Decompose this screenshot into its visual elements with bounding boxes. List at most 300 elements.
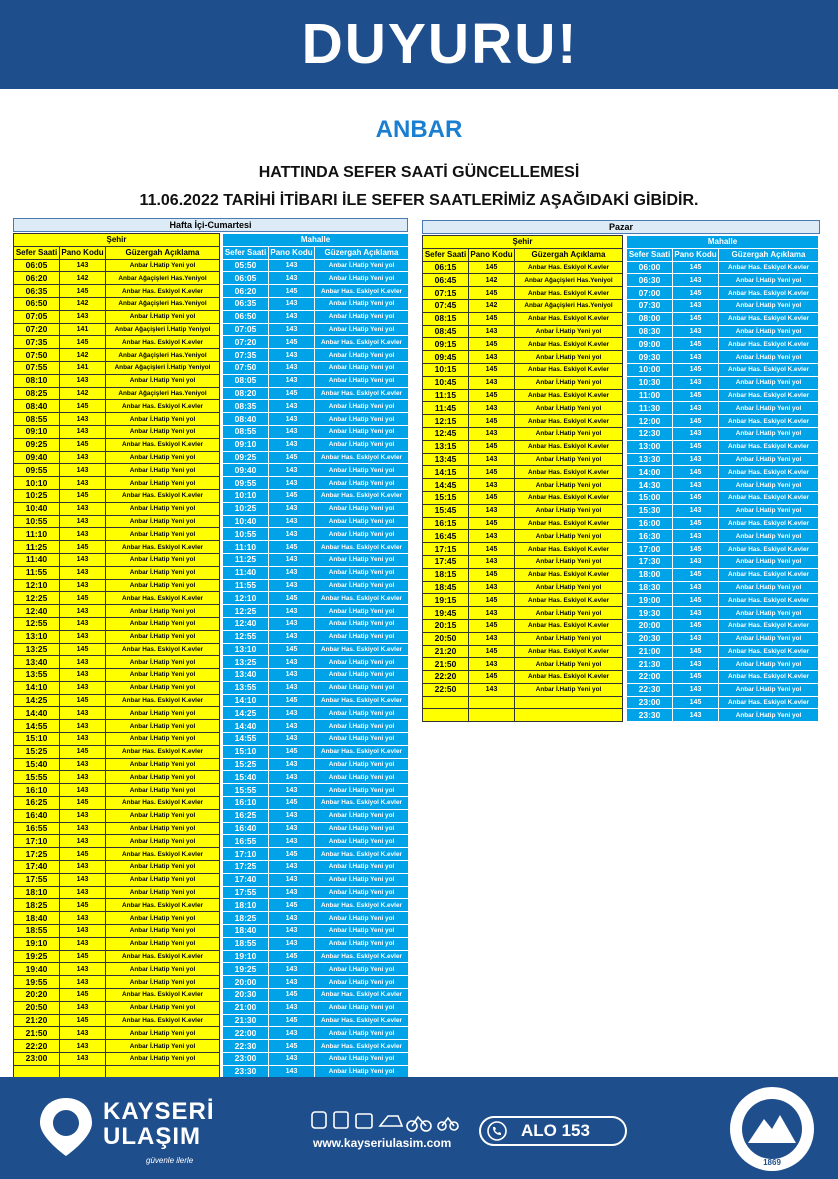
route-code: 143 [269, 502, 315, 515]
table-row [223, 464, 409, 477]
sunday-title: Pazar [422, 220, 820, 234]
route-code: 143 [673, 581, 719, 594]
route-description: Anbar Has. Eskiyol K.evler [719, 287, 819, 300]
table-row [223, 528, 409, 541]
route-description: Anbar İ.Hatip Yeni yol [106, 566, 220, 579]
departure-time: 12:40 [14, 605, 60, 618]
departure-time: 07:30 [627, 299, 673, 312]
table-row [223, 425, 409, 438]
departure-time: 11:15 [423, 389, 469, 402]
route-description: Anbar İ.Hatip Yeni yol [106, 451, 220, 464]
route-description: Anbar İ.Hatip Yeni yol [719, 325, 819, 338]
route-description: Anbar İ.Hatip Yeni yol [315, 976, 409, 989]
route-code: 145 [673, 543, 719, 556]
route-code: 143 [269, 656, 315, 669]
departure-time: 18:55 [14, 925, 60, 938]
table-row [627, 671, 819, 684]
table-row [627, 555, 819, 568]
departure-time: 16:40 [223, 822, 269, 835]
route-code: 143 [60, 861, 106, 874]
departure-time: 18:40 [223, 925, 269, 938]
route-code: 143 [269, 1027, 315, 1040]
table-row [14, 758, 220, 771]
table-row [223, 489, 409, 502]
route-code: 143 [469, 504, 515, 517]
table-row [14, 1027, 220, 1040]
route-code: 143 [469, 351, 515, 364]
route-code: 145 [269, 451, 315, 464]
route-code: 143 [60, 925, 106, 938]
route-description: Anbar Has. Eskiyol K.evler [106, 336, 220, 349]
table-row [627, 376, 819, 389]
table-row [14, 745, 220, 758]
route-description: Anbar İ.Hatip Yeni yol [106, 835, 220, 848]
table-row [223, 937, 409, 950]
departure-time: 12:55 [14, 617, 60, 630]
departure-time: 06:20 [223, 285, 269, 298]
departure-time: 09:00 [627, 338, 673, 351]
table-row [223, 1001, 409, 1014]
table-row [14, 1040, 220, 1053]
route-description: Anbar Has. Eskiyol K.evler [719, 645, 819, 658]
route-code: 143 [269, 1065, 315, 1078]
table-row [627, 594, 819, 607]
route-code: 145 [673, 261, 719, 274]
departure-time: 09:25 [223, 451, 269, 464]
table-row [423, 517, 623, 530]
departure-time: 10:30 [627, 376, 673, 389]
table-row [223, 617, 409, 630]
route-description: Anbar Has. Eskiyol K.evler [315, 950, 409, 963]
table-row [423, 363, 623, 376]
route-code: 145 [673, 671, 719, 684]
route-description: Anbar Has. Eskiyol K.evler [719, 517, 819, 530]
route-description: Anbar Has. Eskiyol K.evler [106, 400, 220, 413]
departure-time: 06:35 [14, 285, 60, 298]
table-row [223, 925, 409, 938]
table-row [223, 873, 409, 886]
table-row [14, 963, 220, 976]
route-description: Anbar Has. Eskiyol K.evler [106, 989, 220, 1002]
departure-time: 20:00 [223, 976, 269, 989]
table-row [627, 287, 819, 300]
route-description: Anbar İ.Hatip Yeni yol [515, 479, 623, 492]
table-row [223, 297, 409, 310]
table-row [14, 656, 220, 669]
departure-time: 07:20 [14, 323, 60, 336]
route-code: 145 [673, 491, 719, 504]
table-row [223, 438, 409, 451]
route-description: Anbar İ.Hatip Yeni yol [315, 937, 409, 950]
departure-time: 06:15 [423, 261, 469, 274]
route-description: Anbar Has. Eskiyol K.evler [315, 387, 409, 400]
route-description: Anbar Has. Eskiyol K.evler [719, 440, 819, 453]
route-code: 143 [269, 771, 315, 784]
table-row [14, 707, 220, 720]
route-code: 143 [60, 707, 106, 720]
route-code: 143 [673, 607, 719, 620]
route-description: Anbar İ.Hatip Yeni yol [106, 374, 220, 387]
route-code: 145 [469, 389, 515, 402]
departure-time: 19:25 [223, 963, 269, 976]
departure-time: 16:15 [423, 517, 469, 530]
route-description: Anbar İ.Hatip Yeni yol [719, 658, 819, 671]
brand-slogan: güvenle ilerle [146, 1156, 194, 1165]
route-description: Anbar İ.Hatip Yeni yol [315, 707, 409, 720]
column-header: Güzergah Açıklama [515, 248, 623, 261]
route-description: Anbar İ.Hatip Yeni yol [719, 530, 819, 543]
route-description: Anbar Has. Eskiyol K.evler [515, 568, 623, 581]
route-description: Anbar İ.Hatip Yeni yol [315, 438, 409, 451]
route-code: 143 [469, 427, 515, 440]
table-row [223, 797, 409, 810]
departure-time: 17:15 [423, 543, 469, 556]
route-code: 145 [469, 568, 515, 581]
departure-time: 18:55 [223, 937, 269, 950]
website-link[interactable]: www.kayseriulasim.com [313, 1136, 452, 1150]
table-row [627, 619, 819, 632]
table-row [223, 681, 409, 694]
route-code: 145 [673, 363, 719, 376]
table-row [14, 400, 220, 413]
sunday-sehir-table [422, 235, 623, 722]
table-row [14, 528, 220, 541]
table-row [223, 605, 409, 618]
route-description: Anbar İ.Hatip Yeni yol [106, 669, 220, 682]
route-code: 145 [673, 645, 719, 658]
table-row [627, 517, 819, 530]
table-row [14, 579, 220, 592]
table-row [14, 438, 220, 451]
route-description: Anbar İ.Hatip Yeni yol [315, 259, 409, 272]
route-description: Anbar Has. Eskiyol K.evler [719, 594, 819, 607]
departure-time: 18:25 [14, 899, 60, 912]
route-description: Anbar Has. Eskiyol K.evler [106, 592, 220, 605]
departure-time: 09:40 [14, 451, 60, 464]
table-row [14, 374, 220, 387]
table-row [223, 861, 409, 874]
section-title: Şehir [423, 236, 623, 249]
departure-time: 06:05 [14, 259, 60, 272]
column-header: Güzergah Açıklama [719, 248, 819, 261]
departure-time: 14:25 [223, 707, 269, 720]
route-code: 145 [269, 745, 315, 758]
departure-time: 20:30 [223, 989, 269, 1002]
route-code: 145 [269, 950, 315, 963]
table-row [14, 797, 220, 810]
route-code: 143 [60, 1001, 106, 1014]
table-row [223, 541, 409, 554]
route-description: Anbar Has. Eskiyol K.evler [515, 287, 623, 300]
route-code: 145 [469, 594, 515, 607]
route-code: 143 [269, 681, 315, 694]
route-description: Anbar İ.Hatip Yeni yol [106, 1027, 220, 1040]
table-row [627, 351, 819, 364]
departure-time: 19:15 [423, 594, 469, 607]
route-code: 145 [673, 312, 719, 325]
route-description: Anbar İ.Hatip Yeni yol [106, 528, 220, 541]
route-description: Anbar Has. Eskiyol K.evler [719, 466, 819, 479]
departure-time: 06:45 [423, 274, 469, 287]
table-row [14, 720, 220, 733]
departure-time: 08:10 [14, 374, 60, 387]
route-code: 145 [60, 489, 106, 502]
departure-time: 10:25 [223, 502, 269, 515]
departure-time: 15:10 [14, 733, 60, 746]
route-description: Anbar İ.Hatip Yeni yol [719, 376, 819, 389]
departure-time: 12:10 [14, 579, 60, 592]
route-code: 143 [673, 632, 719, 645]
route-description [515, 696, 623, 709]
route-code: 145 [60, 848, 106, 861]
column-header: Sefer Saati [627, 248, 673, 261]
route-code: 143 [269, 835, 315, 848]
section-title: Şehir [14, 234, 220, 247]
column-header: Güzergah Açıklama [106, 246, 220, 259]
route-description: Anbar Has. Eskiyol K.evler [106, 489, 220, 502]
table-row [423, 466, 623, 479]
sunday-mahalle-table [626, 235, 819, 722]
route-description: Anbar Has. Eskiyol K.evler [515, 440, 623, 453]
table-row [627, 607, 819, 620]
table-row [14, 451, 220, 464]
route-description: Anbar İ.Hatip Yeni yol [515, 504, 623, 517]
subtitle-update: HATTINDA SEFER SAATİ GÜNCELLEMESİ [258, 164, 580, 181]
table-row [14, 285, 220, 298]
route-description: Anbar İ.Hatip Yeni yol [106, 617, 220, 630]
route-description: Anbar İ.Hatip Yeni yol [315, 477, 409, 490]
route-description: Anbar İ.Hatip Yeni yol [315, 297, 409, 310]
table-row [14, 694, 220, 707]
table-row [14, 477, 220, 490]
departure-time: 08:40 [223, 413, 269, 426]
table-row [14, 297, 220, 310]
departure-time: 16:40 [14, 809, 60, 822]
route-description: Anbar İ.Hatip Yeni yol [106, 477, 220, 490]
route-description: Anbar Has. Eskiyol K.evler [106, 745, 220, 758]
departure-time: 10:25 [14, 489, 60, 502]
route-description: Anbar İ.Hatip Yeni yol [315, 1001, 409, 1014]
departure-time [423, 696, 469, 709]
departure-time: 18:30 [627, 581, 673, 594]
table-row [627, 415, 819, 428]
route-code: 143 [60, 669, 106, 682]
route-code: 143 [469, 325, 515, 338]
departure-time: 22:20 [14, 1040, 60, 1053]
departure-time: 10:45 [423, 376, 469, 389]
route-description: Anbar Has. Eskiyol K.evler [515, 312, 623, 325]
route-code: 143 [60, 1053, 106, 1066]
route-code: 143 [673, 530, 719, 543]
route-description: Anbar Has. Eskiyol K.evler [106, 438, 220, 451]
route-code: 143 [673, 299, 719, 312]
departure-time: 11:00 [627, 389, 673, 402]
route-description: Anbar Has. Eskiyol K.evler [315, 451, 409, 464]
route-code: 143 [469, 683, 515, 696]
route-code: 143 [269, 464, 315, 477]
route-code: 143 [269, 861, 315, 874]
route-description: Anbar İ.Hatip Yeni yol [515, 530, 623, 543]
departure-time: 23:00 [627, 696, 673, 709]
route-description: Anbar İ.Hatip Yeni yol [106, 681, 220, 694]
route-code: 145 [673, 517, 719, 530]
route-code: 145 [60, 541, 106, 554]
hotline-badge[interactable] [479, 1116, 627, 1146]
table-row [627, 632, 819, 645]
route-description: Anbar Has. Eskiyol K.evler [515, 261, 623, 274]
route-description: Anbar Has. Eskiyol K.evler [515, 543, 623, 556]
route-description: Anbar İ.Hatip Yeni yol [315, 272, 409, 285]
departure-time: 17:40 [223, 873, 269, 886]
route-description: Anbar İ.Hatip Yeni yol [515, 581, 623, 594]
departure-time: 17:40 [14, 861, 60, 874]
departure-time: 11:25 [14, 541, 60, 554]
table-row [423, 338, 623, 351]
route-description: Anbar Has. Eskiyol K.evler [719, 363, 819, 376]
departure-time: 16:25 [223, 809, 269, 822]
route-code: 143 [60, 451, 106, 464]
departure-time: 17:55 [14, 873, 60, 886]
departure-time: 08:20 [223, 387, 269, 400]
table-row [627, 530, 819, 543]
route-code: 143 [269, 374, 315, 387]
table-row [14, 848, 220, 861]
table-row [223, 989, 409, 1002]
table-row [14, 771, 220, 784]
route-code: 143 [60, 809, 106, 822]
table-row [14, 336, 220, 349]
route-description: Anbar Has. Eskiyol K.evler [106, 541, 220, 554]
departure-time: 06:05 [223, 272, 269, 285]
route-description: Anbar İ.Hatip Yeni yol [106, 861, 220, 874]
route-code: 143 [673, 453, 719, 466]
route-description: Anbar İ.Hatip Yeni yol [106, 1040, 220, 1053]
route-description: Anbar İ.Hatip Yeni yol [515, 402, 623, 415]
departure-time: 16:55 [14, 822, 60, 835]
departure-time: 07:05 [14, 310, 60, 323]
route-description: Anbar İ.Hatip Yeni yol [515, 658, 623, 671]
route-description: Anbar İ.Hatip Yeni yol [315, 413, 409, 426]
departure-time: 19:30 [627, 607, 673, 620]
route-code: 143 [269, 912, 315, 925]
route-description: Anbar İ.Hatip Yeni yol [719, 479, 819, 492]
route-code: 143 [673, 504, 719, 517]
table-row [423, 594, 623, 607]
table-row [14, 553, 220, 566]
route-code: 145 [469, 440, 515, 453]
route-description: Anbar Has. Eskiyol K.evler [515, 645, 623, 658]
route-code: 143 [60, 464, 106, 477]
brand-name-line1: KAYSERİ [103, 1098, 215, 1125]
route-code: 143 [269, 1001, 315, 1014]
weekday-mahalle-table [222, 233, 409, 1079]
route-description: Anbar İ.Hatip Yeni yol [515, 683, 623, 696]
route-code: 143 [673, 709, 719, 722]
departure-time: 14:45 [423, 479, 469, 492]
route-description: Anbar Has. Eskiyol K.evler [719, 261, 819, 274]
route-code: 145 [60, 745, 106, 758]
table-row [627, 645, 819, 658]
route-code: 143 [60, 566, 106, 579]
route-description: Anbar İ.Hatip Yeni yol [315, 963, 409, 976]
route-description: Anbar İ.Hatip Yeni yol [106, 809, 220, 822]
column-header: Sefer Saati [423, 248, 469, 261]
route-code: 145 [673, 619, 719, 632]
route-description: Anbar Ağaçişleri Has.Yeniyol [106, 272, 220, 285]
route-description: Anbar İ.Hatip Yeni yol [106, 733, 220, 746]
departure-time: 15:15 [423, 491, 469, 504]
departure-time: 22:20 [423, 671, 469, 684]
table-row [14, 822, 220, 835]
departure-time: 08:30 [627, 325, 673, 338]
departure-time: 13:10 [223, 643, 269, 656]
departure-time: 19:10 [223, 950, 269, 963]
route-description: Anbar Has. Eskiyol K.evler [515, 415, 623, 428]
route-code: 145 [673, 389, 719, 402]
route-code: 143 [673, 479, 719, 492]
table-row [14, 937, 220, 950]
departure-time: 22:30 [627, 683, 673, 696]
route-description: Anbar İ.Hatip Yeni yol [315, 579, 409, 592]
table-row [14, 425, 220, 438]
table-row [223, 477, 409, 490]
route-code: 143 [60, 515, 106, 528]
departure-time: 23:00 [14, 1053, 60, 1066]
departure-time: 15:25 [223, 758, 269, 771]
table-row [223, 1040, 409, 1053]
route-description: Anbar İ.Hatip Yeni yol [719, 274, 819, 287]
table-row [627, 312, 819, 325]
table-row [14, 809, 220, 822]
table-row [627, 453, 819, 466]
table-row [14, 592, 220, 605]
table-row [223, 336, 409, 349]
departure-time: 15:55 [14, 771, 60, 784]
route-code: 143 [673, 555, 719, 568]
route-description: Anbar İ.Hatip Yeni yol [315, 617, 409, 630]
route-code: 145 [469, 338, 515, 351]
departure-time: 07:50 [223, 361, 269, 374]
departure-time: 11:55 [14, 566, 60, 579]
route-code: 143 [469, 530, 515, 543]
departure-time: 09:25 [14, 438, 60, 451]
route-description: Anbar İ.Hatip Yeni yol [106, 605, 220, 618]
departure-time: 12:10 [223, 592, 269, 605]
route-description: Anbar İ.Hatip Yeni yol [106, 976, 220, 989]
table-row [223, 694, 409, 707]
route-code: 143 [269, 515, 315, 528]
table-row [223, 720, 409, 733]
route-description: Anbar İ.Hatip Yeni yol [106, 1053, 220, 1066]
table-row [223, 1053, 409, 1066]
route-description: Anbar İ.Hatip Yeni yol [515, 555, 623, 568]
route-code: 145 [269, 592, 315, 605]
table-row [223, 285, 409, 298]
route-description: Anbar İ.Hatip Yeni yol [315, 771, 409, 784]
departure-time: 19:45 [423, 607, 469, 620]
route-code: 145 [60, 400, 106, 413]
table-row [627, 466, 819, 479]
route-description: Anbar İ.Hatip Yeni yol [106, 771, 220, 784]
table-row [223, 323, 409, 336]
departure-time: 14:40 [14, 707, 60, 720]
transit-modes-icon [310, 1108, 460, 1134]
route-code: 145 [673, 415, 719, 428]
route-code: 145 [469, 312, 515, 325]
route-description: Anbar Has. Eskiyol K.evler [315, 989, 409, 1002]
route-description: Anbar İ.Hatip Yeni yol [719, 632, 819, 645]
departure-time: 20:20 [14, 989, 60, 1002]
